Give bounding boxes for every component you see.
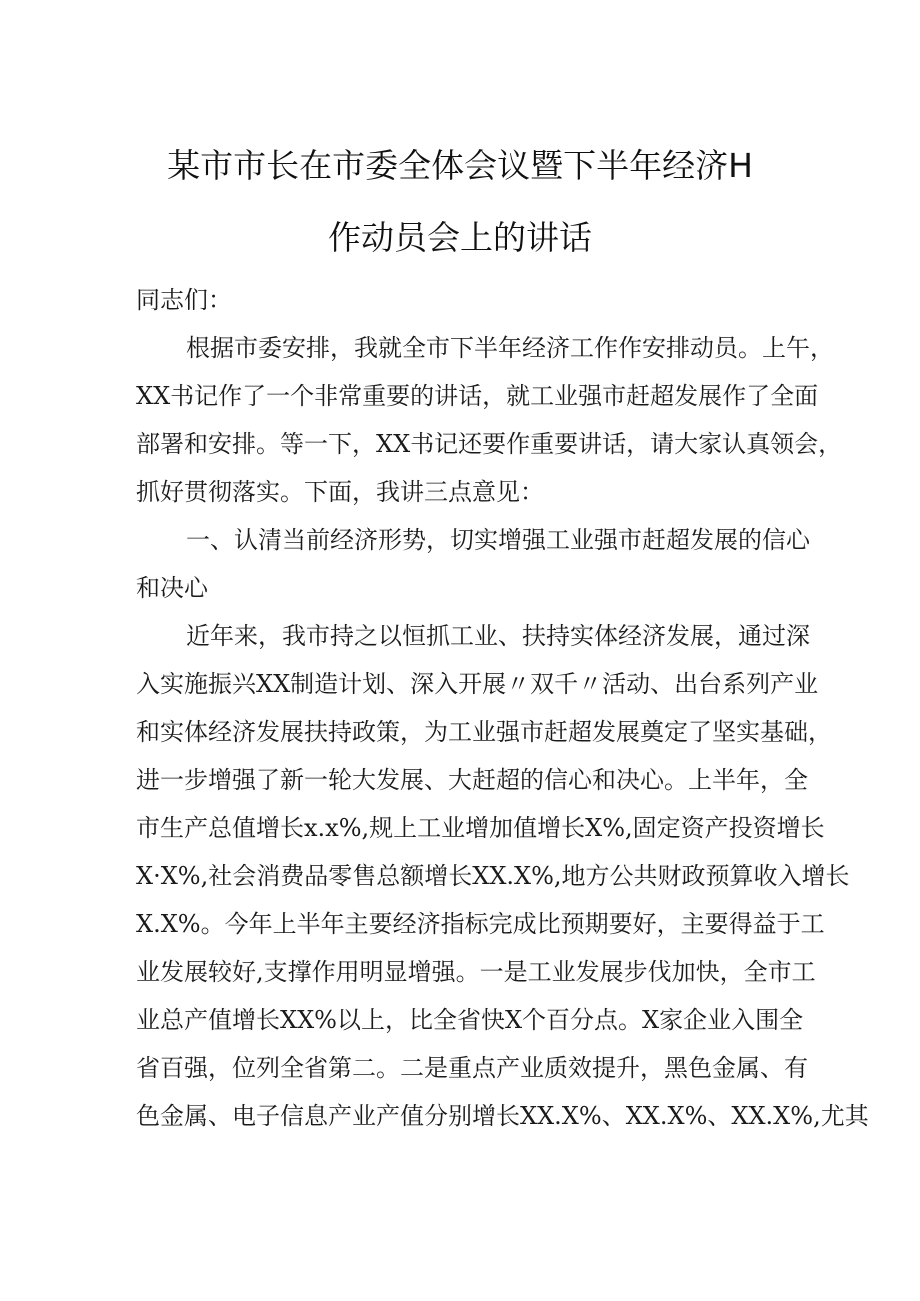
body-line: 市生产总值增长x.x%,规上工业增加值增长X%,固定资产投资增长 (136, 814, 825, 842)
body-line: 色金属、电子信息产业产值分别增长XX.X%、XX.X%、XX.X%,尤其 (136, 1102, 869, 1130)
salutation: 同志们： (136, 286, 232, 314)
body-line: X·X%,社会消费品零售总额增长XX.X%,地方公共财政预算收入增长 (136, 862, 850, 890)
body-line: 业总产值增长XX%以上，比全省快X个百分点。X家企业入围全 (136, 1006, 804, 1034)
body-line: 进一步增强了新一轮大发展、大赶超的信心和决心。上半年，全 (136, 766, 808, 794)
body-line: 业发展较好,支撑作用明显增强。一是工业发展步伐加快，全市工 (136, 958, 816, 986)
body-line: 抓好贯彻落实。下面，我讲三点意见： (136, 478, 544, 506)
document-title-line-1: 某市市长在市委全体会议暨下半年经济H (167, 146, 753, 185)
body-line: 入实施振兴XX制造计划、深入开展〃双千〃活动、出台系列产业 (136, 670, 819, 698)
body-line: 近年来，我市持之以恒抓工业、扶持实体经济发展，通过深 (186, 622, 810, 650)
section-heading-line: 一、认清当前经济形势，切实增强工业强市赶超发展的信心 (186, 526, 810, 554)
body-line: 和实体经济发展扶持政策，为工业强市赶超发展奠定了坚实基础， (136, 718, 832, 746)
body-line: 根据市委安排，我就全市下半年经济工作作安排动员。上午， (186, 334, 834, 362)
body-line: X.X%。今年上半年主要经济指标完成比预期要好，主要得益于工 (136, 910, 825, 938)
body-line: XX书记作了一个非常重要的讲话，就工业强市赶超发展作了全面 (136, 382, 819, 410)
section-heading-line: 和决心 (136, 574, 208, 602)
body-line: 省百强，位列全省第二。二是重点产业质效提升，黑色金属、有 (136, 1054, 808, 1082)
body-line: 部署和安排。等一下，XX书记还要作重要讲话，请大家认真领会， (136, 430, 843, 458)
document-title-line-2: 作动员会上的讲话 (328, 218, 592, 257)
